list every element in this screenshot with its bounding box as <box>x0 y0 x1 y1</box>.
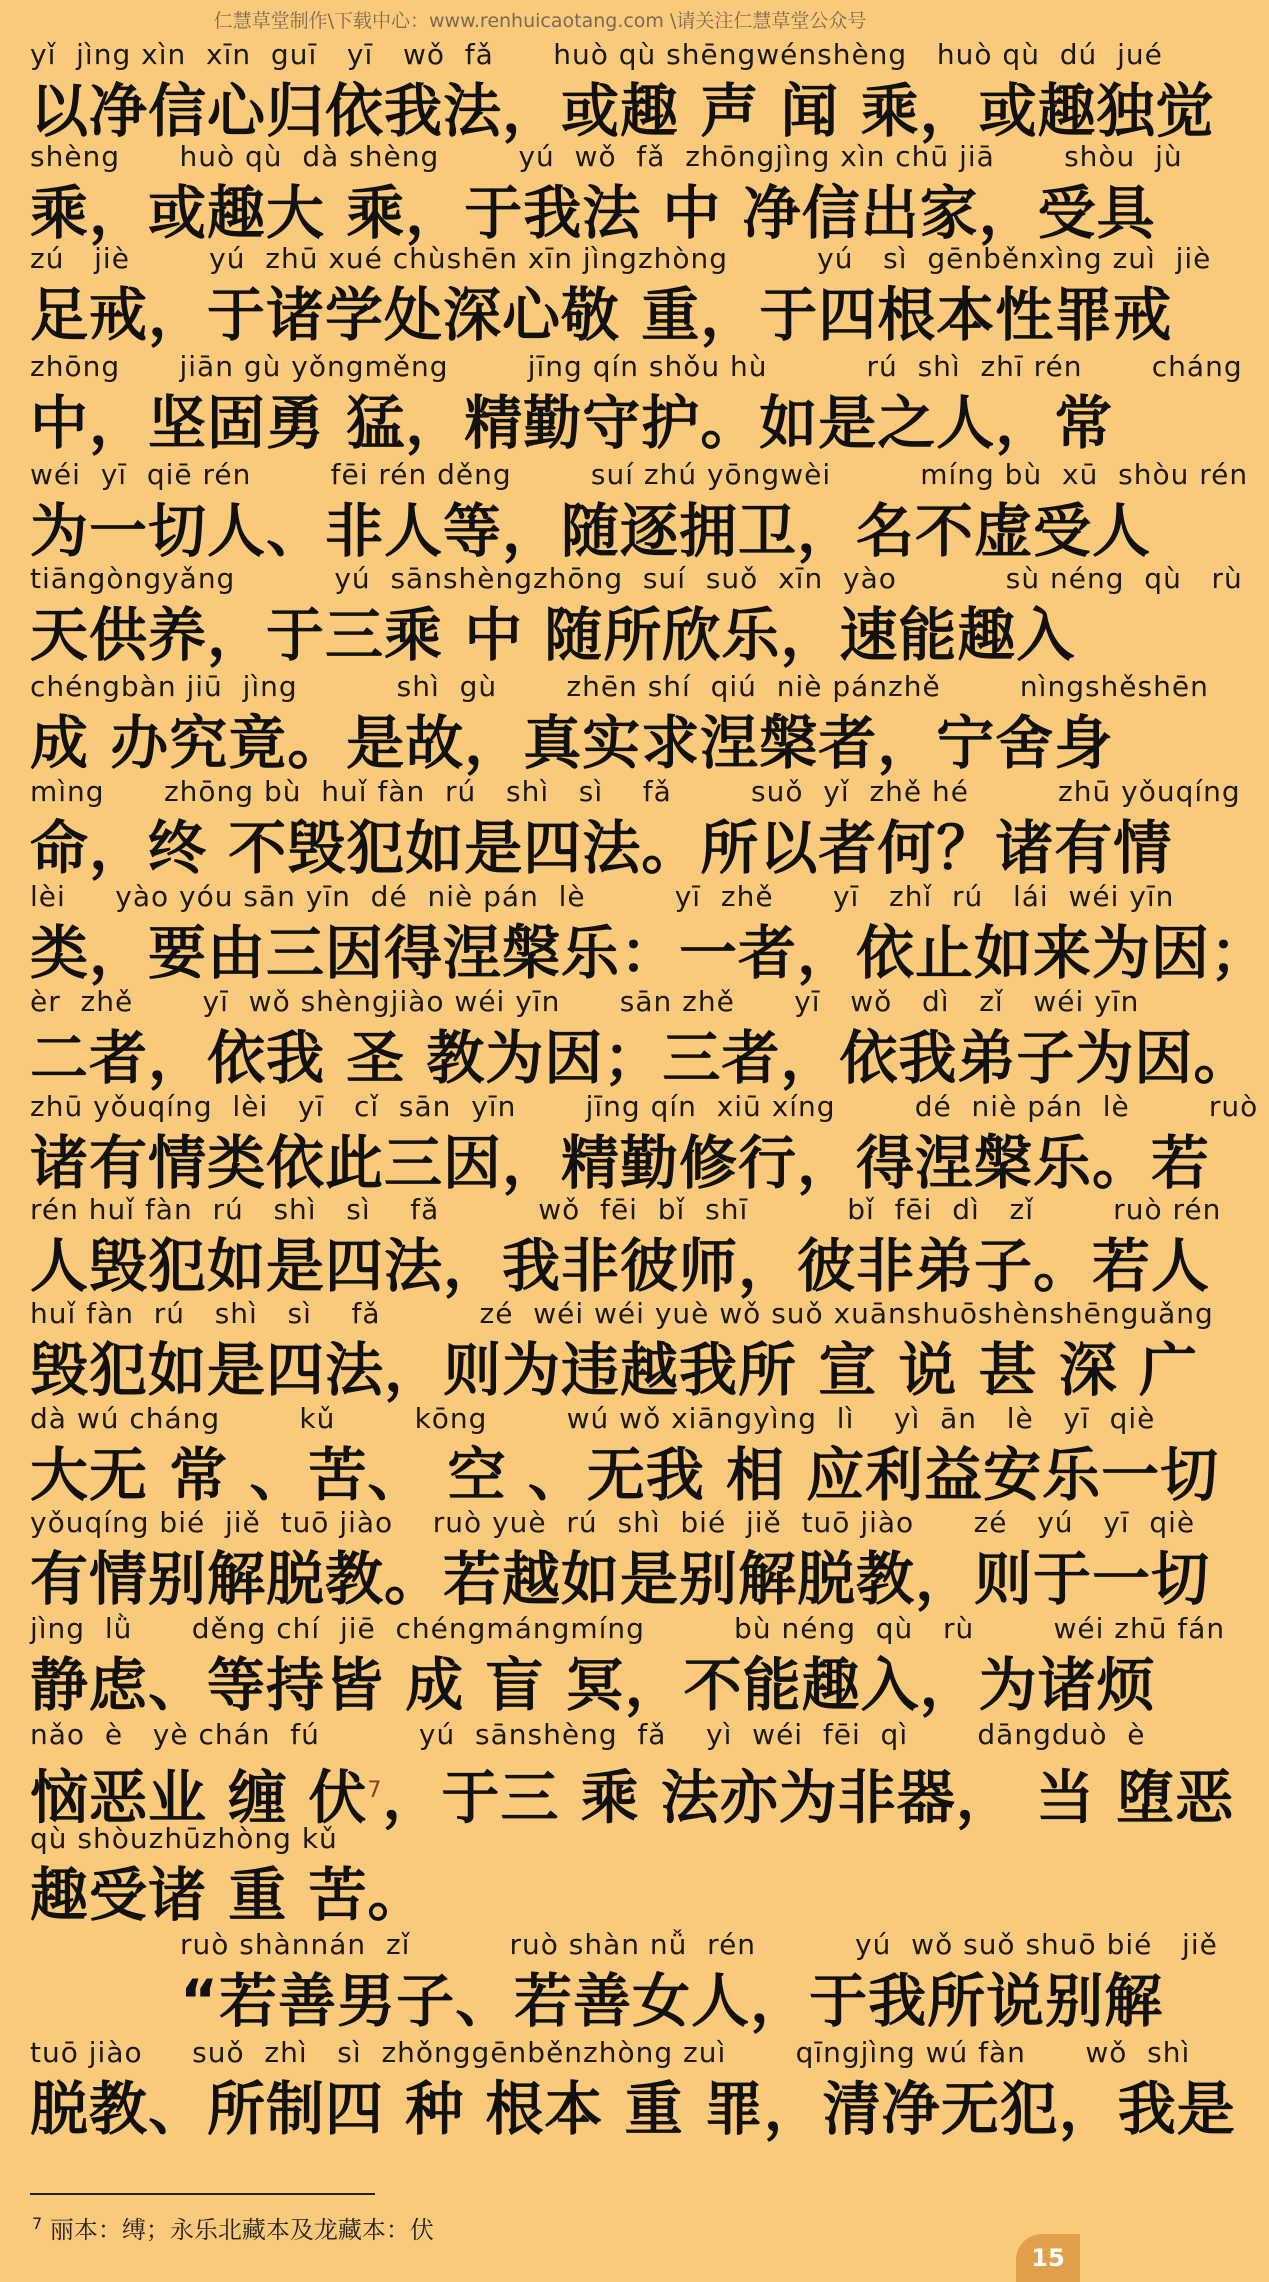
hanzi-segment: 恼恶业 缠 伏 <box>30 1763 368 1832</box>
footnote-reference[interactable]: 7 <box>367 1778 383 1803</box>
pinyin-line: tuō jiào suǒ zhì sì zhǒnggēnběnzhòng zuì qīngjìng wú fàn wǒ shì <box>30 2036 1191 2069</box>
pinyin-line: huǐ fàn rú shì sì fǎ zé wéi wéi yuè wǒ suǒ xuānshuōshènshēnguǎng <box>30 1297 1214 1330</box>
hanzi-line: 天供养，于三乘 中 随所欣乐，速能趣入 <box>30 601 1076 669</box>
pinyin-line: èr zhě yī wǒ shèngjiào wéi yīn sān zhě yī wǒ dì zǐ wéi yīn <box>30 985 1140 1018</box>
hanzi-segment: ，于三 乘 法亦为非器， 当 堕恶 <box>382 1763 1235 1832</box>
hanzi-line: 乘，或趣大 乘，于我法 中 净信出家，受具 <box>30 179 1156 247</box>
hanzi-line: 静虑、等持皆 成 盲 冥，不能趣入，为诸烦 <box>30 1651 1156 1719</box>
page-header: 仁慧草堂制作\下载中心：www.renhuicaotang.com \请关注仁慧草堂公众号 <box>213 10 867 32</box>
pinyin-line: nǎo è yè chán fú yú sānshèng fǎ yì wéi fēi qì dāngduò è <box>30 1718 1146 1751</box>
hanzi-line: 脱教、所制四 种 根本 重 罪，清净无犯，我是 <box>30 2075 1236 2143</box>
pinyin-line: ruò shànnán zǐ ruò shàn nǚ rén yú wǒ suǒ shuō bié jiě <box>180 1928 1218 1961</box>
pinyin-line: chéngbàn jiū jìng shì gù zhēn shí qiú niè pánzhě nìngshěshēn <box>30 670 1209 703</box>
footnote <box>32 2210 434 2245</box>
pinyin-line: jìng lǜ děng chí jiē chéngmángmíng bù néng qù rù wéi zhū fán <box>30 1612 1226 1645</box>
hanzi-line <box>30 1756 1235 1832</box>
pinyin-line: wéi yī qiē rén fēi rén děng suí zhú yōngwèi míng bù xū shòu rén <box>30 458 1249 491</box>
hanzi-line: 大无 常 、苦、 空 、无我 相 应利益安乐一切 <box>30 1441 1220 1509</box>
hanzi-line: 类，要由三因得涅槃乐：一者，依止如来为因； <box>30 919 1269 987</box>
pinyin-line: yǐ jìng xìn xīn guī yī wǒ fǎ huò qù shēngwénshèng huò qù dú jué <box>30 38 1163 71</box>
pinyin-line: lèi yào yóu sān yīn dé niè pán lè yī zhě yī zhǐ rú lái wéi yīn <box>30 880 1175 913</box>
pinyin-line: zú jiè yú zhū xué chùshēn xīn jìngzhòng yú sì gēnběnxìng zuì jiè <box>30 242 1212 275</box>
hanzi-line: 趣受诸 重 苦。 <box>30 1861 427 1929</box>
text-line <box>30 2036 1236 2194</box>
pinyin-line: rén huǐ fàn rú shì sì fǎ wǒ fēi bǐ shī bǐ fēi dì zǐ ruò rén <box>30 1193 1222 1226</box>
hanzi-line: 有情别解脱教。若越如是别解脱教，则于一切 <box>30 1545 1211 1613</box>
pinyin-line: zhōng jiān gù yǒngměng jīng qín shǒu hù rú shì zhī rén cháng <box>30 350 1243 383</box>
pinyin-line: tiāngòngyǎng yú sānshèngzhōng suí suǒ xīn yào sù néng qù rù <box>30 562 1243 595</box>
pinyin-line: zhū yǒuqíng lèi yī cǐ sān yīn jīng qín xiū xíng dé niè pán lè ruò <box>30 1090 1259 1123</box>
hanzi-line: 诸有情类依此三因，精勤修行，得涅槃乐。若 <box>30 1129 1211 1197</box>
hanzi-line: 二者，依我 圣 教为因；三者，依我弟子为因。 <box>30 1024 1253 1092</box>
pinyin-line: yǒuqíng bié jiě tuō jiào ruò yuè rú shì bié jiě tuō jiào zé yú yī qiè <box>30 1506 1196 1539</box>
hanzi-line: 中，坚固勇 猛，精勤守护。如是之人，常 <box>30 389 1114 457</box>
hanzi-line: “若善男子、若善女人，于我所说别解 <box>180 1967 1164 2035</box>
pinyin-line: shèng huò qù dà shèng yú wǒ fǎ zhōngjìng xìn chū jiā shòu jù <box>30 140 1183 173</box>
footnote-mark: 7 <box>32 2214 43 2233</box>
hanzi-line: 足戒，于诸学处深心敬 重，于四根本性罪戒 <box>30 281 1173 349</box>
pinyin-line: qù shòuzhūzhòng kǔ <box>30 1822 338 1855</box>
hanzi-line: 成 办究竟。是故，真实求涅槃者，宁舍身 <box>30 709 1114 777</box>
hanzi-line: 为一切人、非人等，随逐拥卫，名不虚受人 <box>30 497 1152 565</box>
footnote-text: 丽本：缚；永乐北藏本及龙藏本：伏 <box>49 2216 434 2244</box>
pinyin-line: mìng zhōng bù huǐ fàn rú shì sì fǎ suǒ yǐ zhě hé zhū yǒuqíng <box>30 775 1241 808</box>
page-number-badge <box>1016 2234 1080 2282</box>
footnote-divider <box>30 2193 375 2195</box>
pinyin-line: dà wú cháng kǔ kōng wú wǒ xiāngyìng lì yì ān lè yī qiè <box>30 1402 1156 1435</box>
hanzi-line: 毁犯如是四法，则为违越我所 宣 说 甚 深 广 <box>30 1336 1198 1404</box>
hanzi-line: 以净信心归依我法，或趣 声 闻 乘，或趣独觉 <box>30 77 1215 145</box>
hanzi-line: 命，终 不毁犯如是四法。所以者何？诸有情 <box>30 814 1173 882</box>
page-number: 15 <box>1031 2244 1065 2272</box>
hanzi-line: 人毁犯如是四法，我非彼师，彼非弟子。若人 <box>30 1232 1211 1300</box>
